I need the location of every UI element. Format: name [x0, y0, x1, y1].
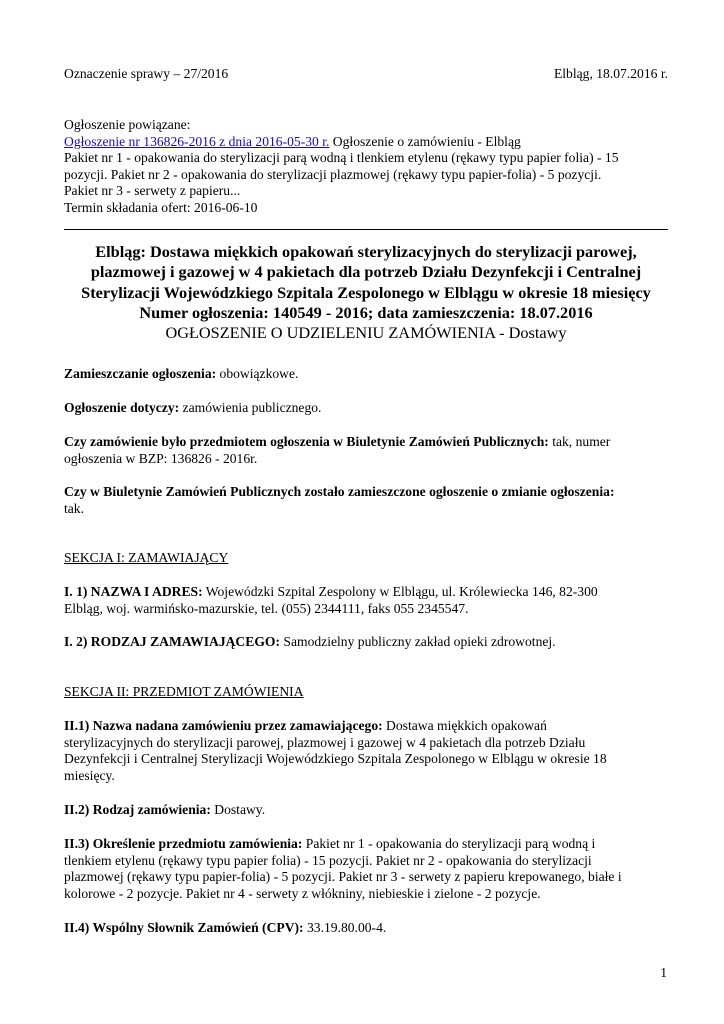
section-2-desc-d: kolorowe - 2 pozycje. Pakiet nr 4 - serwety z włókniny, niebieskie i zielone - 2 pozycje. — [64, 885, 541, 901]
field-bzp-value-b: ogłoszenia w BZP: 136826 - 2016r. — [64, 450, 258, 466]
section-1-address-label: I. 1) NAZWA I ADRES: — [64, 584, 203, 599]
section-1-heading: SEKCJA I: ZAMAWIAJĄCY — [64, 550, 229, 565]
section-2-desc-c: plazmowej (rękawy typu papier-folia) - 5 pozycji. Pakiet nr 3 - serwety z papieru krepowanego, białe i — [64, 869, 622, 885]
section-2-kind — [64, 802, 668, 819]
section-2-cpv-value: 33.19.80.00-4. — [303, 920, 387, 935]
field-change — [64, 484, 668, 517]
notice-type: OGŁOSZENIE O UDZIELENIU ZAMÓWIENIA - Dostawy — [165, 323, 567, 343]
section-2-name-label: II.1) Nazwa nadana zamówieniu przez zamawiającego: — [64, 718, 383, 733]
field-placement-value: obowiązkowe. — [216, 366, 299, 381]
field-bzp-label: Czy zamówienie było przedmiotem ogłoszenia w Biuletynie Zamówień Publicznych: — [64, 434, 549, 449]
section-1-address-a: Wojewódzki Szpital Zespolony w Elblągu, ul. Królewiecka 146, 82-300 — [202, 584, 598, 599]
section-2-name-c: Dezynfekcji i Centralnej Sterylizacji Wojewódzkiego Szpitala Zespolonego w Elblągu w okresie 18 — [64, 751, 607, 767]
section-1-type-value: Samodzielny publiczny zakład opieki zdrowotnej. — [280, 634, 556, 649]
field-placement — [64, 366, 668, 383]
section-1-type-label: I. 2) RODZAJ ZAMAWIAJĄCEGO: — [64, 634, 280, 649]
related-line-3: pozycji. Pakiet nr 2 - opakowania do sterylizacji plazmowej (rękawy typu papier-folia) - 5 pozycji. — [64, 166, 602, 182]
title-line-3: Sterylizacji Wojewódzkiego Szpitala Zespolonego w Elblągu w okresie 18 miesięcy — [81, 282, 651, 302]
section-2-cpv — [64, 920, 668, 937]
section-2-desc-b: tlenkiem etylenu (rękawy typu papier folia) - 15 pozycji. Pakiet nr 2 - opakowania do sterylizacji — [64, 852, 592, 868]
section-2-name-b: sterylizacyjnych do sterylizacji parowej, plazmowej i gazowej w 4 pakietach dla potrzeb Działu — [64, 734, 586, 750]
page-number: 1 — [660, 965, 667, 980]
related-link-suffix: Ogłoszenie o zamówieniu - Elbląg — [329, 133, 521, 149]
related-line-2: Pakiet nr 1 - opakowania do sterylizacji parą wodną i tlenkiem etylenu (rękawy typu papier folia) - 15 — [64, 150, 619, 166]
header-row — [64, 66, 668, 83]
section-1-address-b: Elbląg, woj. warmińsko-mazurskie, tel. (055) 2344111, faks 055 2345547. — [64, 600, 469, 616]
section-1-address — [64, 584, 668, 617]
section-2-description — [64, 836, 668, 902]
section-1-type — [64, 634, 668, 651]
case-number: Oznaczenie sprawy – 27/2016 — [64, 66, 229, 81]
related-link-line — [64, 134, 668, 151]
horizontal-divider — [64, 229, 668, 230]
section-2-kind-value: Dostawy. — [210, 802, 266, 817]
section-2-desc-label: II.3) Określenie przedmiotu zamówienia: — [64, 836, 303, 851]
related-notice-link[interactable]: Ogłoszenie nr 136826-2016 z dnia 2016-05-30 r. — [64, 133, 330, 149]
field-bzp-value-a: tak, numer — [548, 434, 611, 449]
field-concerns — [64, 400, 668, 417]
field-concerns-label: Ogłoszenie dotyczy: — [64, 400, 180, 415]
field-change-label: Czy w Biuletynie Zamówień Publicznych zostało zamieszczone ogłoszenie o zmianie ogłoszenia: — [64, 484, 615, 499]
field-placement-label: Zamieszczanie ogłoszenia: — [64, 366, 217, 381]
section-2-name — [64, 718, 668, 784]
section-2-heading: SEKCJA II: PRZEDMIOT ZAMÓWIENIA — [64, 684, 304, 699]
field-concerns-value: zamówienia publicznego. — [179, 400, 322, 415]
section-2-name-d: miesięcy. — [64, 767, 115, 783]
notice-title — [64, 242, 668, 343]
section-2-desc-a: Pakiet nr 1 - opakowania do sterylizacji parą wodną i — [302, 836, 596, 851]
field-change-value: tak. — [64, 500, 85, 516]
related-label: Ogłoszenie powiązane: — [64, 117, 191, 132]
place-date: Elbląg, 18.07.2016 r. — [553, 66, 668, 81]
section-2-kind-label: II.2) Rodzaj zamówienia: — [64, 802, 211, 817]
related-notice — [64, 117, 668, 217]
section-2-cpv-label: II.4) Wspólny Słownik Zamówień (CPV): — [64, 920, 304, 935]
section-2-name-a: Dostawa miękkich opakowań — [382, 718, 547, 733]
title-line-1: Elbląg: Dostawa miękkich opakowań sterylizacyjnych do sterylizacji parowej, — [95, 242, 637, 261]
related-line-4: Pakiet nr 3 - serwety z papieru... — [64, 183, 241, 199]
title-line-2: plazmowej i gazowej w 4 pakietach dla potrzeb Działu Dezynfekcji i Centralnej — [90, 262, 642, 282]
field-bzp — [64, 434, 668, 467]
notice-number: Numer ogłoszenia: 140549 - 2016; data zamieszczenia: 18.07.2016 — [139, 302, 593, 322]
related-deadline: Termin składania ofert: 2016-06-10 — [64, 199, 258, 215]
